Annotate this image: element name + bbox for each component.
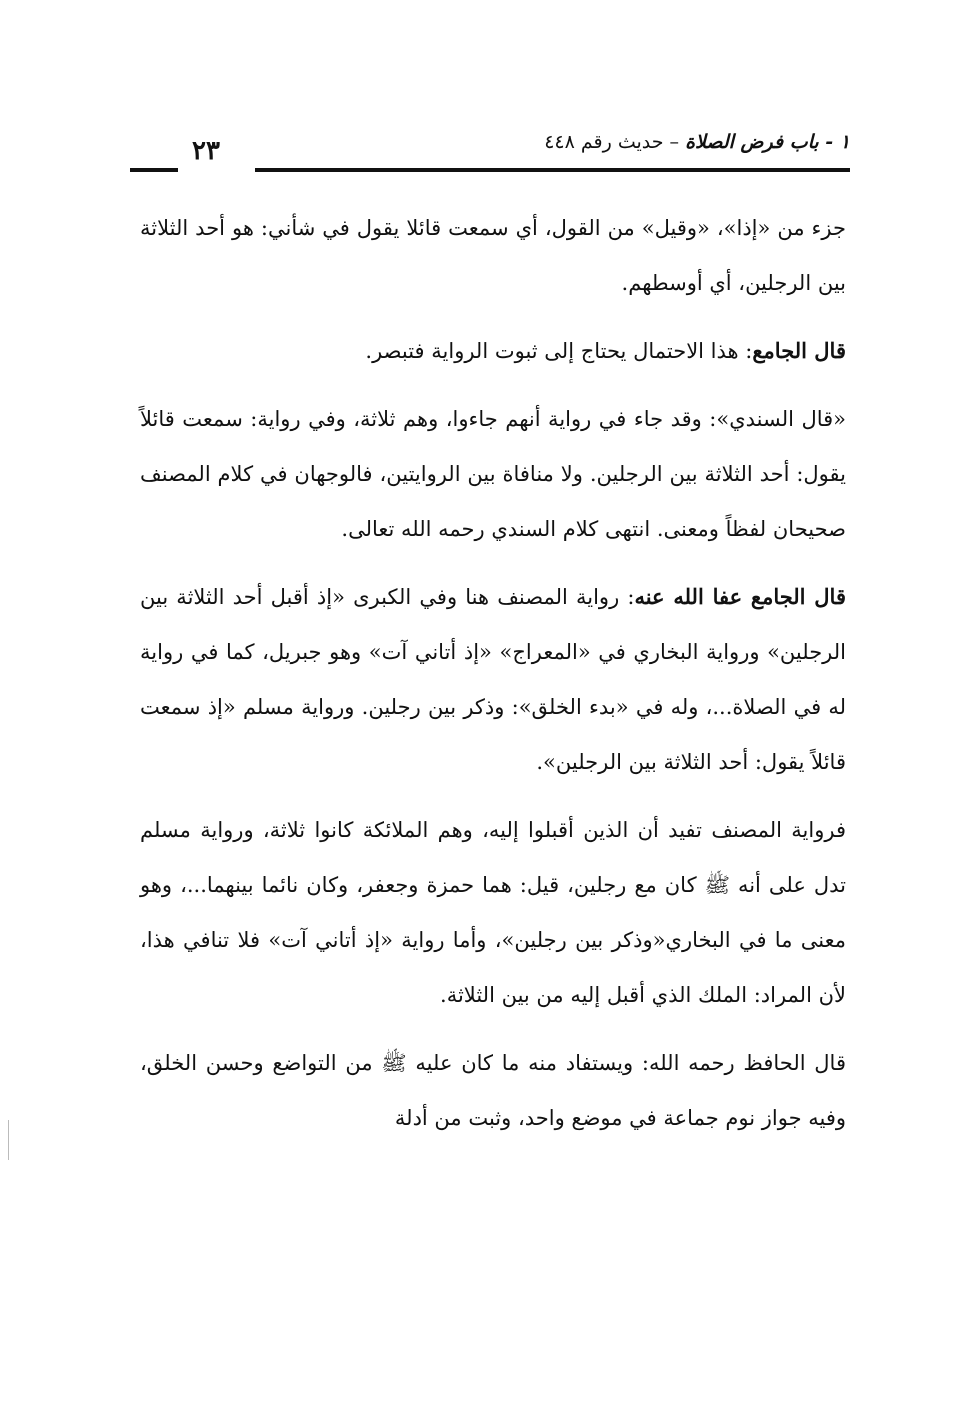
page-number: ٢٣ bbox=[192, 136, 220, 166]
title-separator: – bbox=[663, 131, 686, 153]
paragraph-text: : رواية المصنف هنا وفي الكبرى «إذ أقبل أحد الثلاثة بين الرجلين» ورواية البخاري في «المعراج» «إذ أتاني آت» وهو جبريل، كما في رواية له في الصلاة...، وله في «بدء الخلق»: وذكر بين رجلين. ورواية مسلم «إذ سمعت قائلاً يقول: أحد الثلاثة بين الرجلين». bbox=[140, 585, 846, 774]
paragraph-3 bbox=[140, 391, 846, 557]
paragraph-text: فرواية المصنف تفيد أن الذين أقبلوا إليه، وهم الملائكة كانوا ثلاثة، ورواية مسلم تدل على أنه ﷺ كان مع رجلين، قيل: هما حمزة وجعفر، وكان نائما بينهما...، وهو معنى ما في البخاري«وذكر بين رجلين»، وأما رواية «إذ أتاني آت» فلا تنافي هذا، لأن المراد: الملك الذي أقبل إليه من بين الثلاثة. bbox=[140, 818, 846, 1007]
header-rule-short bbox=[130, 168, 178, 172]
paragraph-2 bbox=[140, 323, 846, 379]
paragraph-1 bbox=[140, 200, 846, 311]
paragraph-6 bbox=[140, 1035, 846, 1146]
paragraph-text: «قال السندي»: وقد جاء في رواية أنهم جاءوا، وهم ثلاثة، وفي رواية: سمعت قائلاً يقول: أحد الثلاثة بين الرجلين. ولا منافاة بين الروايتين، فالوجهان في كلام المصنف صحيحان لفظاً ومعنى. انتهى كلام السندي رحمه الله تعالى. bbox=[140, 407, 846, 541]
hadith-number: حديث رقم ٤٤٨ bbox=[544, 131, 664, 153]
header-rule bbox=[255, 168, 850, 172]
paragraph-text: قال الحافظ رحمه الله: ويستفاد منه ما كان عليه ﷺ من التواضع وحسن الخلق، وفيه جواز نوم جماعة في موضع واحد، وثبت من أدلة bbox=[140, 1051, 846, 1130]
page-header bbox=[130, 128, 850, 180]
paragraph-lead: قال الجامع bbox=[752, 338, 846, 363]
paragraph-lead: قال الجامع عفا الله عنه bbox=[634, 584, 846, 609]
paragraph-4 bbox=[140, 569, 846, 790]
page-body bbox=[140, 200, 846, 1158]
chapter-title: ١ - باب فرض الصلاة bbox=[685, 131, 850, 153]
scan-margin-mark bbox=[8, 1120, 9, 1160]
paragraph-text: : هذا الاحتمال يحتاج إلى ثبوت الرواية فتبصر. bbox=[365, 339, 753, 363]
paragraph-text: جزء من «إذا»، «وقيل» من القول، أي سمعت قائلا يقول في شأني: هو أحد الثلاثة بين الرجلين، أي أوسطهم. bbox=[140, 216, 846, 295]
paragraph-5 bbox=[140, 802, 846, 1023]
running-title bbox=[544, 128, 850, 156]
